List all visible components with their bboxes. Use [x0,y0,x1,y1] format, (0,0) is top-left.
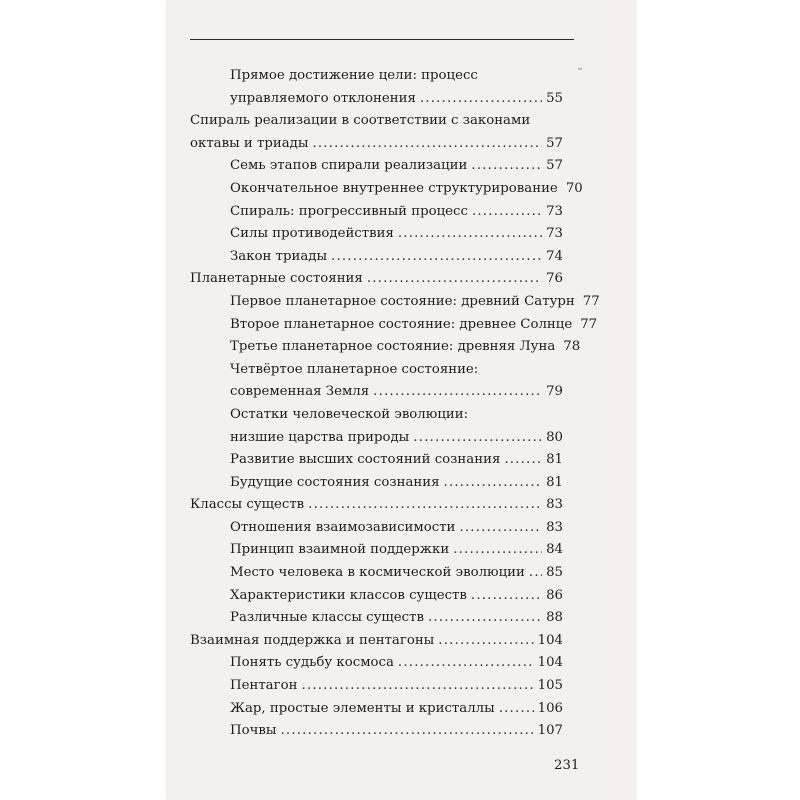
toc-entry-title: Остатки человеческой эволюции: [230,406,469,422]
toc-subsection-line [190,449,563,472]
page-content [166,0,636,800]
toc-subsection-line [190,201,563,224]
toc-entry-title: Четвёртое планетарное состояние: [230,361,479,377]
toc-entry-title: Планетарные состояния [190,271,363,287]
toc-leader-dots [499,698,534,721]
toc-entry-page: 78 [563,339,581,355]
toc-leader-dots [504,449,542,472]
toc-section-line [190,110,563,133]
toc-leader-dots [367,268,542,291]
toc-leader-dots [444,472,543,495]
toc-entry-page: 104 [537,632,563,648]
toc-entry-title: Жар, простые элементы и кристаллы [230,700,495,716]
book-page [166,0,636,800]
toc-entry-page: 83 [546,519,563,535]
toc-entry-page: 106 [537,700,563,716]
toc-subsection-line [190,720,563,743]
toc-entry-page: 55 [546,90,563,106]
toc-subsection-line [190,472,563,495]
table-of-contents [190,65,600,743]
toc-leader-dots [453,539,542,562]
toc-entry-page: 105 [537,678,563,694]
toc-leader-dots [420,88,542,111]
toc-entry-title: Окончательное внутреннее структурирование [230,180,558,196]
toc-entry-title: октавы и триады [190,135,309,151]
toc-section-line [190,268,563,291]
toc-subsection-line [190,88,563,111]
toc-leader-dots [312,133,542,156]
toc-entry-title: современная Земля [230,384,370,400]
toc-leader-dots [398,223,542,246]
toc-entry-title: Прямое достижение цели: процесс [230,68,478,83]
toc-entry-page: 57 [546,158,563,174]
toc-entry-title: Спираль реализации в соответствии с законами [190,113,531,129]
toc-entry-page: 79 [546,384,563,400]
toc-subsection-line [190,652,563,675]
toc-entry-page: 107 [537,723,563,739]
toc-subsection-line [190,607,563,630]
toc-subsection-line [190,246,563,269]
toc-entry-title: Закон триады [230,248,328,264]
toc-leader-dots [529,562,542,585]
toc-subsection-line [190,517,563,540]
toc-subsection-line [190,675,563,698]
toc-leader-dots [373,381,542,404]
toc-entry-title: Второе планетарное состояние: древнее Солнце [230,316,573,332]
toc-leader-dots [398,652,534,675]
toc-leader-dots [472,201,542,224]
toc-leader-dots [459,517,542,540]
toc-subsection-line [190,359,563,382]
toc-subsection-line [190,585,563,608]
toc-entry-title: Силы противодействия [230,226,394,242]
toc-leader-dots [471,155,542,178]
toc-section-line [190,133,563,156]
toc-entry-page: 76 [546,271,563,287]
toc-subsection-line [190,65,563,88]
toc-leader-dots [301,675,533,698]
toc-entry-title: Пентагон [230,678,298,694]
toc-entry-title: Отношения взаимозависимости [230,519,456,535]
toc-leader-dots [280,720,533,743]
header-rule [190,39,574,40]
toc-entry-page: 84 [546,542,563,558]
toc-entry-page: 104 [537,655,563,671]
toc-subsection-line [190,404,563,427]
toc-entry-title: Третье планетарное состояние: древняя Луна [230,339,556,355]
toc-entry-title: Различные классы существ [230,610,424,626]
toc-subsection-line [190,291,600,314]
toc-entry-page: 73 [546,203,563,219]
toc-entry-title: Место человека в космической эволюции [230,565,525,581]
toc-entry-page: 81 [546,474,563,490]
toc-entry-page: 88 [546,610,563,626]
toc-entry-page: 74 [546,248,563,264]
toc-subsection-line [190,539,563,562]
toc-section-line [190,494,563,517]
toc-entry-title: Почвы [230,723,277,739]
toc-entry-title: Взаимная поддержка и пентагоны [190,632,435,648]
toc-entry-title: Первое планетарное состояние: древний Сатурн [230,293,575,309]
toc-entry-title: Характеристики классов существ [230,587,467,603]
bleed-through-mark: ⌄ [576,62,585,73]
toc-subsection-line [190,562,563,585]
toc-entry-page: 77 [582,293,600,309]
toc-leader-dots [308,494,542,517]
toc-entry-title: управляемого отклонения [230,90,416,106]
toc-subsection-line [190,314,598,337]
toc-entry-page: 57 [546,135,563,151]
toc-leader-dots [331,246,542,269]
toc-entry-title: Развитие высших состояний сознания [230,452,501,468]
toc-leader-dots [428,607,542,630]
toc-leader-dots [413,427,542,450]
toc-subsection-line [190,698,563,721]
toc-entry-title: Спираль: прогрессивный процесс [230,203,468,219]
toc-entry-page: 77 [580,316,598,332]
toc-entry-page: 85 [546,565,563,581]
toc-entry-title: Будущие состояния сознания [230,474,440,490]
toc-entry-title: Принцип взаимной поддержки [230,542,450,558]
toc-entry-title: Классы существ [190,497,305,513]
toc-subsection-line [190,155,563,178]
toc-entry-title: Семь этапов спирали реализации [230,158,468,174]
toc-entry-title: Понять судьбу космоса [230,655,394,671]
toc-leader-dots [471,585,542,608]
toc-subsection-line [190,427,563,450]
toc-leader-dots [438,630,533,653]
toc-entry-page: 73 [546,226,563,242]
page-number: 231 [554,758,580,773]
toc-section-line [190,630,563,653]
toc-entry-page: 70 [565,180,583,196]
toc-subsection-line [190,381,563,404]
toc-entry-page: 81 [546,452,563,468]
toc-entry-page: 83 [546,497,563,513]
toc-subsection-line [190,223,563,246]
toc-entry-page: 86 [546,587,563,603]
toc-subsection-line [190,178,583,201]
toc-entry-page: 80 [546,429,563,445]
toc-subsection-line [190,336,581,359]
toc-entry-title: низшие царства природы [230,429,410,445]
